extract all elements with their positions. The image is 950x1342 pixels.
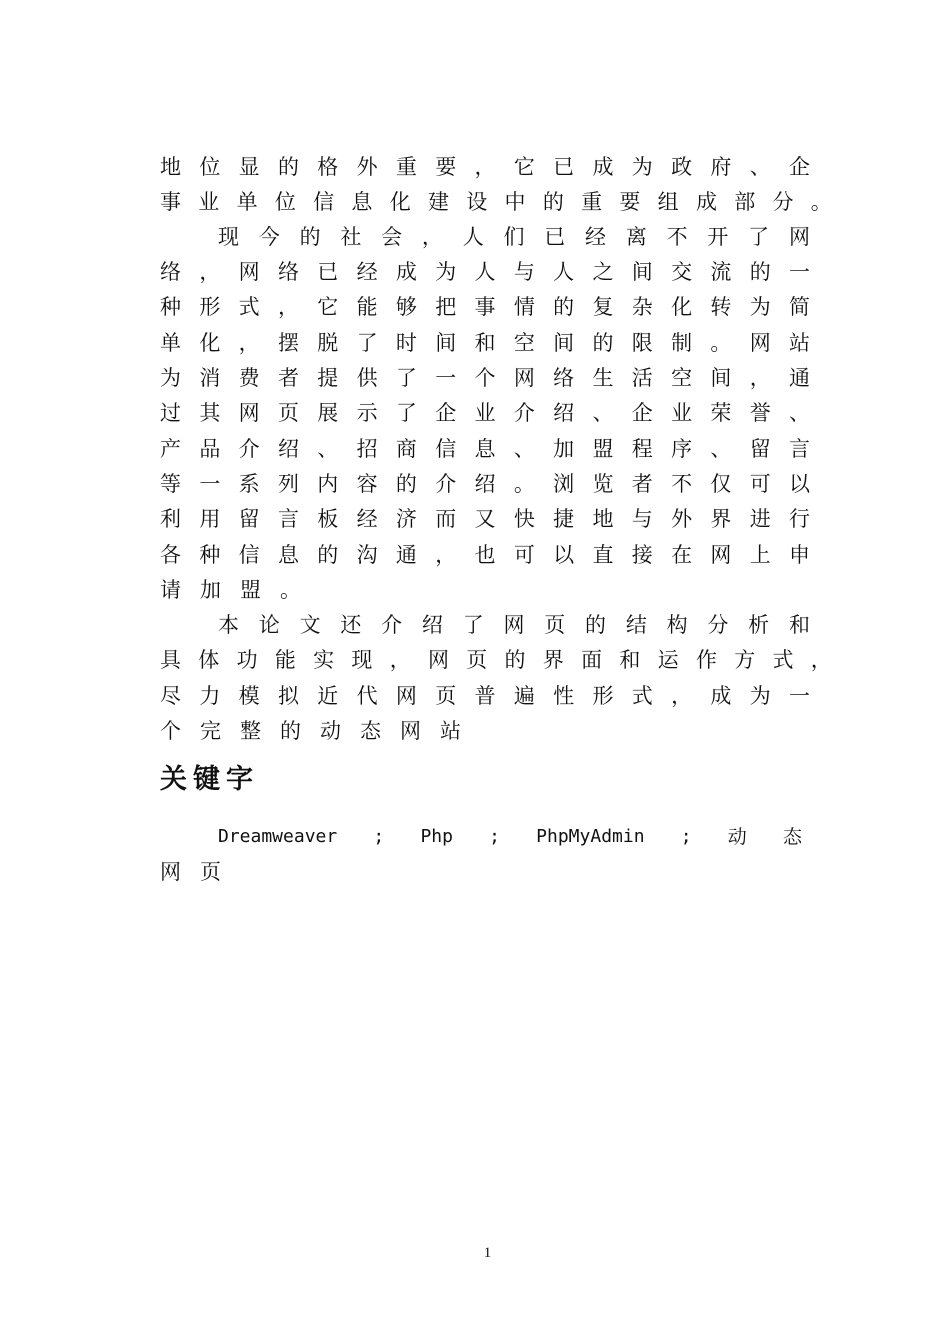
text-char: 、 — [317, 437, 339, 461]
text-char: 空 — [513, 331, 535, 355]
text-char: 绍 — [277, 437, 299, 461]
text-char: 业 — [474, 401, 496, 425]
text-char: 位 — [199, 155, 221, 179]
text-char: 在 — [671, 543, 693, 567]
text-char: 重 — [581, 190, 603, 214]
text-char: 的 — [277, 155, 299, 179]
text-char: 限 — [631, 331, 653, 355]
text-char: 经 — [585, 225, 607, 249]
text-char: 不 — [671, 472, 693, 496]
page-number: 1 — [483, 1245, 492, 1261]
text-char: 列 — [277, 472, 299, 496]
text-char: 的 — [553, 295, 575, 319]
text-char: 和 — [788, 613, 810, 637]
text-char: 部 — [734, 190, 756, 214]
text-char: 沟 — [356, 543, 378, 567]
text-char: 人 — [474, 260, 496, 284]
text-char: 。 — [710, 331, 732, 355]
text-char: 拟 — [277, 684, 299, 708]
text-char: 留 — [749, 437, 771, 461]
body-line — [160, 540, 810, 570]
text-char: 尽 — [160, 684, 181, 708]
text-char: 网 — [749, 331, 771, 355]
body-line — [160, 257, 810, 287]
text-char: 够 — [395, 295, 417, 319]
text-char: 的 — [317, 543, 339, 567]
text-char: 企 — [631, 401, 653, 425]
text-char: 各 — [160, 543, 181, 567]
text-char: 个 — [160, 719, 181, 743]
text-char: 地 — [160, 155, 181, 179]
text-char: 化 — [671, 295, 693, 319]
text-char: 等 — [160, 472, 181, 496]
text-char: 了 — [356, 331, 378, 355]
text-char: 开 — [707, 225, 729, 249]
text-char: 人 — [462, 225, 484, 249]
text-char: 示 — [356, 401, 378, 425]
text-char: 请 — [160, 578, 181, 602]
text-char: 络 — [277, 260, 299, 284]
text-char: 商 — [395, 437, 417, 461]
text-char: 人 — [553, 260, 575, 284]
text-char: 生 — [592, 366, 614, 390]
text-char: 息 — [277, 543, 299, 567]
text-char: 网 — [788, 225, 810, 249]
text-char: 的 — [542, 190, 564, 214]
text-char: 与 — [513, 260, 535, 284]
text-char: 它 — [317, 295, 339, 319]
text-char: 个 — [474, 366, 496, 390]
text-char: 。 — [280, 578, 301, 602]
text-char: 和 — [619, 648, 641, 672]
text-char: 了 — [748, 225, 770, 249]
text-char: 者 — [277, 366, 299, 390]
text-char: 网 — [427, 648, 449, 672]
text-char: 遍 — [513, 684, 535, 708]
text-char: 盟 — [592, 437, 614, 461]
text-char: 页 — [435, 684, 457, 708]
text-char: 招 — [356, 437, 378, 461]
text-char: 已 — [317, 260, 339, 284]
text-char: 会 — [381, 225, 403, 249]
text-char: ， — [199, 260, 221, 284]
keywords-heading: 关键字 — [160, 764, 259, 795]
body-line — [160, 469, 810, 499]
text-char: 流 — [710, 260, 732, 284]
text-char: 杂 — [631, 295, 653, 319]
text-char: ， — [277, 295, 299, 319]
text-char: 组 — [657, 190, 679, 214]
text-char: ， — [810, 648, 832, 672]
text-char: 要 — [435, 155, 457, 179]
text-char: 间 — [435, 331, 457, 355]
text-char: 通 — [789, 366, 810, 390]
keyword-item: Php — [420, 826, 453, 847]
body-line — [218, 222, 810, 252]
text-char: 网 — [503, 613, 525, 637]
text-char: 离 — [625, 225, 647, 249]
body-line — [160, 292, 810, 322]
text-char: 格 — [317, 155, 339, 179]
text-char: 络 — [160, 260, 181, 284]
text-char: 介 — [381, 613, 403, 637]
text-char: 品 — [199, 437, 221, 461]
text-char: 社 — [340, 225, 362, 249]
text-char: 位 — [274, 190, 296, 214]
text-char: 府 — [710, 155, 732, 179]
text-char: 了 — [395, 401, 417, 425]
text-char: 运 — [657, 648, 679, 672]
text-char: 过 — [160, 401, 181, 425]
text-char: 费 — [238, 366, 260, 390]
text-char: 重 — [395, 155, 417, 179]
body-line — [160, 363, 810, 393]
text-char: 实 — [313, 648, 335, 672]
text-char: 力 — [199, 684, 221, 708]
text-char: 显 — [238, 155, 260, 179]
text-char: 的 — [749, 260, 771, 284]
text-char: 信 — [435, 437, 457, 461]
text-char: 誉 — [749, 401, 771, 425]
body-line — [160, 328, 810, 358]
text-char: 地 — [592, 507, 614, 531]
text-char: 、 — [749, 155, 771, 179]
text-char: 、 — [592, 401, 614, 425]
text-char: 页 — [200, 860, 221, 884]
text-char: 者 — [631, 472, 653, 496]
text-char: 绍 — [553, 401, 575, 425]
text-char: 活 — [631, 366, 653, 390]
body-line — [160, 187, 832, 217]
text-char: 荣 — [710, 401, 732, 425]
text-char: 脱 — [317, 331, 339, 355]
text-char: 分 — [772, 190, 794, 214]
keyword-separator: ; — [373, 826, 385, 847]
text-char: 它 — [513, 155, 535, 179]
text-char: 直 — [592, 543, 614, 567]
text-char: 通 — [395, 543, 417, 567]
text-char: 息 — [474, 437, 496, 461]
text-char: 作 — [695, 648, 717, 672]
text-char: 构 — [666, 613, 688, 637]
body-line — [160, 434, 810, 464]
text-char: 不 — [666, 225, 688, 249]
text-char: ， — [238, 331, 260, 355]
keyword-item: Dreamweaver — [218, 826, 338, 847]
text-char: 以 — [789, 472, 810, 496]
text-char: 产 — [160, 437, 181, 461]
text-char: 式 — [631, 684, 653, 708]
body-line — [160, 645, 832, 675]
text-char: 政 — [671, 155, 693, 179]
text-char: 复 — [592, 295, 614, 319]
text-char: 种 — [160, 295, 181, 319]
text-char: 设 — [466, 190, 488, 214]
text-char: 了 — [395, 366, 417, 390]
text-char: 今 — [258, 225, 280, 249]
text-char: 网 — [238, 260, 260, 284]
text-char: 交 — [671, 260, 693, 284]
text-char: 。 — [513, 472, 535, 496]
keyword-separator: ; — [680, 826, 692, 847]
text-char: 。 — [810, 190, 832, 214]
text-char: 仅 — [710, 472, 732, 496]
text-char: 方 — [734, 648, 756, 672]
text-char: 已 — [544, 225, 566, 249]
text-char: 成 — [710, 684, 732, 708]
text-char: 本 — [218, 613, 239, 637]
text-char: 现 — [351, 648, 373, 672]
keyword-char: 动 — [727, 826, 747, 848]
text-char: 、 — [789, 401, 810, 425]
text-char: 其 — [199, 401, 221, 425]
text-char: 已 — [553, 155, 575, 179]
text-char: 留 — [238, 507, 260, 531]
text-char: 功 — [236, 648, 258, 672]
body-line — [160, 716, 810, 746]
body-line — [218, 610, 810, 640]
body-line — [160, 398, 810, 428]
text-char: 介 — [238, 437, 260, 461]
text-char: 间 — [710, 366, 732, 390]
text-char: 完 — [200, 719, 221, 743]
text-char: 业 — [198, 190, 220, 214]
text-char: 界 — [710, 507, 732, 531]
text-char: 网 — [238, 401, 260, 425]
text-char: 的 — [585, 613, 607, 637]
body-line — [160, 575, 810, 605]
text-char: 能 — [274, 648, 296, 672]
text-char: 介 — [513, 401, 535, 425]
text-char: 企 — [789, 155, 810, 179]
text-char: 板 — [317, 507, 339, 531]
text-char: 信 — [238, 543, 260, 567]
text-char: 外 — [356, 155, 378, 179]
text-char: 为 — [749, 295, 771, 319]
text-char: 而 — [435, 507, 457, 531]
keywords-continuation — [160, 857, 240, 887]
text-char: 、 — [710, 437, 732, 461]
text-char: 容 — [356, 472, 378, 496]
text-char: 之 — [592, 260, 614, 284]
text-char: 要 — [619, 190, 641, 214]
text-char: 网 — [710, 543, 732, 567]
text-char: 成 — [395, 260, 417, 284]
text-char: 系 — [238, 472, 260, 496]
text-char: 可 — [749, 472, 771, 496]
text-char: 了 — [462, 613, 484, 637]
text-char: 成 — [695, 190, 717, 214]
keyword-separator: ; — [489, 826, 500, 847]
text-char: 捷 — [553, 507, 575, 531]
text-char: ， — [389, 648, 411, 672]
text-char: 业 — [671, 401, 693, 425]
text-char: 信 — [313, 190, 335, 214]
text-char: 与 — [631, 507, 653, 531]
text-char: 具 — [160, 648, 181, 672]
text-char: 加 — [553, 437, 575, 461]
text-char: ， — [671, 684, 693, 708]
text-char: 浏 — [553, 472, 575, 496]
text-char: 程 — [631, 437, 653, 461]
text-char: 事 — [160, 190, 181, 214]
text-char: 言 — [789, 437, 810, 461]
text-char: 网 — [160, 860, 181, 884]
text-char: 经 — [356, 260, 378, 284]
text-char: 间 — [553, 331, 575, 355]
text-char: 页 — [544, 613, 566, 637]
text-char: 也 — [474, 543, 496, 567]
text-char: 摆 — [277, 331, 299, 355]
text-char: 利 — [160, 507, 181, 531]
text-char: 外 — [671, 507, 693, 531]
text-char: 近 — [317, 684, 339, 708]
text-char: 网 — [400, 719, 421, 743]
text-char: 建 — [427, 190, 449, 214]
text-char: 序 — [671, 437, 693, 461]
text-char: ， — [435, 543, 457, 567]
text-char: 空 — [671, 366, 693, 390]
text-char: 态 — [360, 719, 381, 743]
text-char: 性 — [553, 684, 575, 708]
text-char: 化 — [199, 331, 221, 355]
keywords-line — [218, 822, 802, 852]
text-char: 整 — [240, 719, 261, 743]
text-char: 站 — [440, 719, 461, 743]
text-char: 的 — [592, 331, 614, 355]
text-char: 网 — [395, 684, 417, 708]
text-char: 网 — [513, 366, 535, 390]
text-char: 代 — [356, 684, 378, 708]
text-char: 现 — [218, 225, 239, 249]
text-char: 的 — [395, 472, 417, 496]
text-char: 分 — [707, 613, 729, 637]
text-char: 行 — [789, 507, 810, 531]
text-char: 快 — [513, 507, 535, 531]
text-char: 单 — [160, 331, 181, 355]
text-char: 提 — [317, 366, 339, 390]
text-char: 消 — [199, 366, 221, 390]
text-char: 文 — [299, 613, 321, 637]
text-char: ， — [474, 155, 496, 179]
text-char: 还 — [340, 613, 362, 637]
text-char: 形 — [592, 684, 614, 708]
text-char: 论 — [258, 613, 280, 637]
text-char: 为 — [749, 684, 771, 708]
text-char: 内 — [317, 472, 339, 496]
text-char: 为 — [435, 260, 457, 284]
text-char: 面 — [581, 648, 603, 672]
text-char: 式 — [238, 295, 260, 319]
text-char: 供 — [356, 366, 378, 390]
text-char: 、 — [513, 437, 535, 461]
body-line — [160, 504, 810, 534]
text-char: 息 — [351, 190, 373, 214]
text-char: 申 — [789, 543, 810, 567]
text-char: 言 — [277, 507, 299, 531]
text-char: 式 — [772, 648, 794, 672]
text-char: 站 — [789, 331, 810, 355]
text-char: 展 — [317, 401, 339, 425]
text-char: 一 — [789, 260, 810, 284]
text-char: 又 — [474, 507, 496, 531]
text-char: 的 — [504, 648, 526, 672]
text-char: 的 — [280, 719, 301, 743]
text-char: 模 — [238, 684, 260, 708]
text-char: 种 — [199, 543, 221, 567]
text-char: 加 — [200, 578, 221, 602]
text-char: 济 — [395, 507, 417, 531]
text-char: 时 — [395, 331, 417, 355]
text-char: ， — [749, 366, 771, 390]
text-char: 的 — [299, 225, 321, 249]
text-char: 上 — [749, 543, 771, 567]
text-char: 页 — [277, 401, 299, 425]
text-char: 介 — [435, 472, 457, 496]
text-char: 体 — [198, 648, 220, 672]
body-line — [160, 152, 810, 182]
body-line — [160, 681, 810, 711]
text-char: 一 — [435, 366, 457, 390]
text-char: 和 — [474, 331, 496, 355]
text-char: 简 — [789, 295, 810, 319]
text-char: 中 — [504, 190, 526, 214]
text-char: 动 — [320, 719, 341, 743]
text-char: 事 — [474, 295, 496, 319]
text-char: 一 — [789, 684, 810, 708]
text-char: 为 — [160, 366, 181, 390]
text-char: 单 — [236, 190, 258, 214]
text-char: ， — [421, 225, 443, 249]
keyword-char: 态 — [782, 826, 802, 848]
text-char: 一 — [199, 472, 221, 496]
text-char: 转 — [710, 295, 732, 319]
text-char: 化 — [389, 190, 411, 214]
text-char: 界 — [542, 648, 564, 672]
text-char: 绍 — [474, 472, 496, 496]
text-char: 把 — [435, 295, 457, 319]
text-char: 析 — [748, 613, 770, 637]
text-char: 绍 — [421, 613, 443, 637]
text-char: 成 — [592, 155, 614, 179]
text-char: 览 — [592, 472, 614, 496]
text-char: 形 — [199, 295, 221, 319]
text-char: 接 — [631, 543, 653, 567]
text-char: 们 — [503, 225, 525, 249]
text-char: 普 — [474, 684, 496, 708]
text-char: 制 — [671, 331, 693, 355]
text-char: 可 — [513, 543, 535, 567]
text-char: 结 — [625, 613, 647, 637]
text-char: 企 — [435, 401, 457, 425]
text-char: 能 — [356, 295, 378, 319]
text-char: 络 — [553, 366, 575, 390]
text-char: 情 — [513, 295, 535, 319]
text-char: 经 — [356, 507, 378, 531]
text-char: 为 — [631, 155, 653, 179]
text-char: 盟 — [240, 578, 261, 602]
text-char: 进 — [749, 507, 771, 531]
text-char: 用 — [199, 507, 221, 531]
text-char: 以 — [553, 543, 575, 567]
keyword-item: PhpMyAdmin — [536, 826, 645, 847]
text-char: 间 — [631, 260, 653, 284]
text-char: 页 — [466, 648, 488, 672]
